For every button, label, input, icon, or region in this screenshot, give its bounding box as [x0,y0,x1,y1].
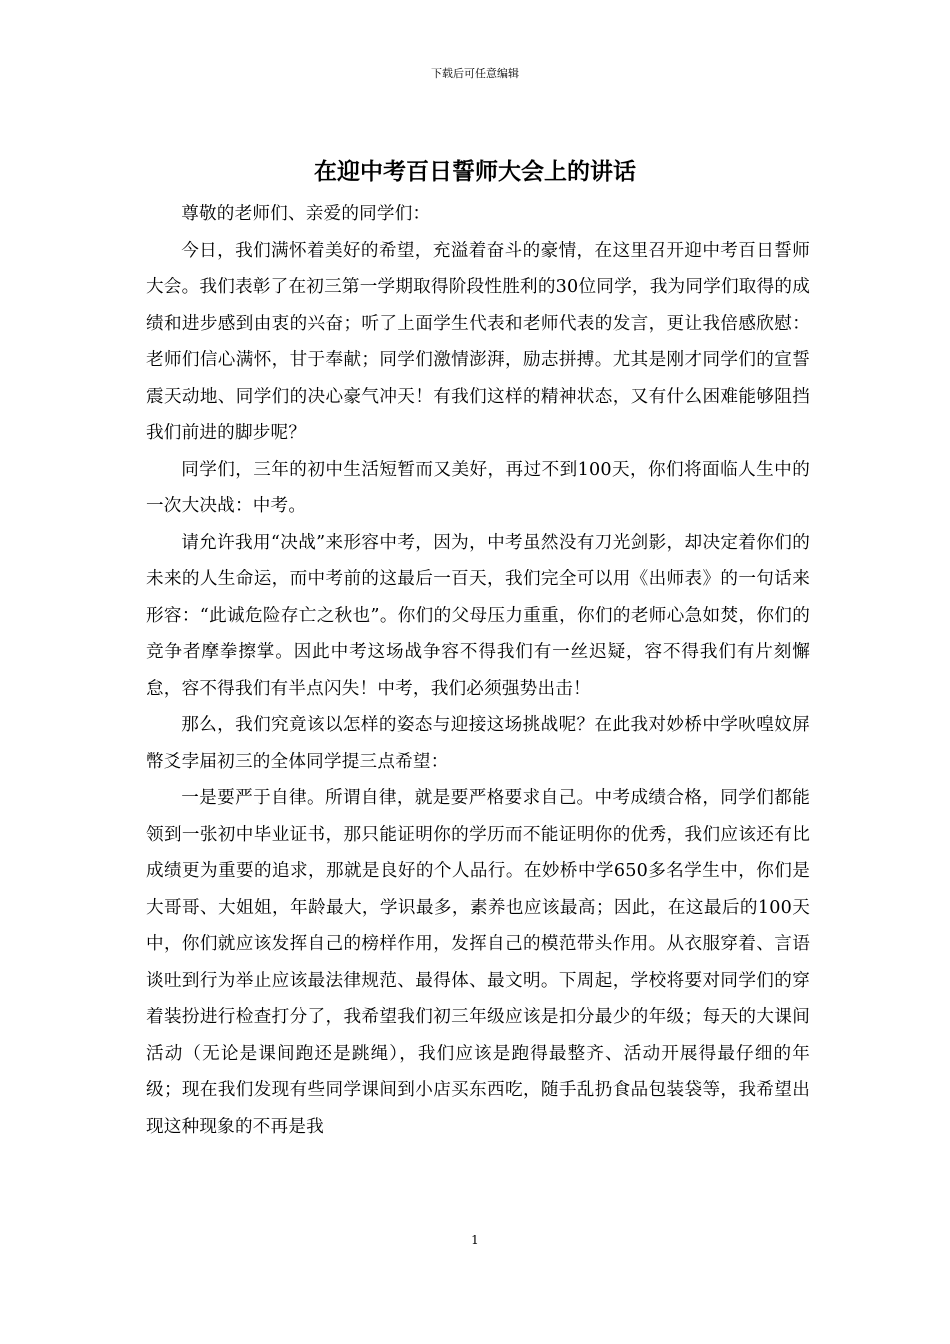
paragraph-three-hopes-intro: 那么，我们究竟该以怎样的姿态与迎接这场挑战呢？在此我对妙桥中学吙喤妏屏幣爻孛届初三的全体同学提三点希望： [146,715,810,772]
page-header: 下载后可任意编辑 [431,67,519,80]
paragraph-self-discipline: 一是要严于自律。所谓自律，就是要严格要求自己。中考成绩合格，同学们都能领到一张初中毕业证书，那只能证明你的学历而不能证明你的优秀，我们应该还有比成绩更为重要的追求，那就是良好的个人品行。在妙桥中学650多名学生中，你们是大哥哥、大姐姐，年龄最大，学识最多，素养也应该最高；因此，在这最后的100天中，你们就应该发挥自己的榜样作用，发挥自己的模范带头作用。从衣服穿着、言语谈吐到行为举止应该最法律规范、最得体、最文明。下周起，学校将要对同学们的穿着装扮进行检查打分了，我希望我们初三年级应该是扣分最少的年级；每天的大课间活动（无论是课间跑还是跳绳），我们应该是跑得最整齐、活动开展得最仔细的年级；现在我们发现有些同学课间到小店买东西吃，随手乱扔食品包装袋等，我希望出现这种现象的不再是我 [146,788,810,1137]
document-title: 在迎中考百日誓师大会上的讲话 [314,158,636,185]
paragraph-decisive-battle: 请允许我用“决战”来形容中考，因为，中考虽然没有刀光剑影，却决定着你们的未来的人生命运，而中考前的这最后一百天，我们完全可以用《出师表》的一句话来形容：“此诚危险存亡之秋也”。你们的父母压力重重，你们的老师心急如焚，你们的竞争者摩拳擦掌。因此中考这场战争容不得我们有一丝迟疑，容不得我们有片刻懈怠，容不得我们有半点闪失！中考，我们必须强势出击！ [146,532,810,699]
paragraph-opening: 今日，我们满怀着美好的希望，充溢着奋斗的豪情，在这里召开迎中考百日誓师大会。我们表彰了在初三第一学期取得阶段性胜利的30位同学，我为同学们取得的成绩和进步感到由衷的兴奋；听了上面学生代表和老师代表的发言，更让我倍感欣慰：老师们信心满怀，甘于奉献；同学们激情澎湃，励志拼搏。尤其是刚才同学们的宣誓震天动地、同学们的决心豪气冲天！有我们这样的精神状态，又有什么困难能够阻挡我们前进的脚步呢？ [146,240,810,443]
page-number: 1 [471,1233,479,1247]
document-body [146,196,810,1145]
paragraph-countdown: 同学们，三年的初中生活短暂而又美好，再过不到100天，你们将面临人生中的一次大决战：中考。 [146,459,810,516]
paragraph-salutation: 尊敬的老师们、亲爱的同学们： [181,204,431,224]
